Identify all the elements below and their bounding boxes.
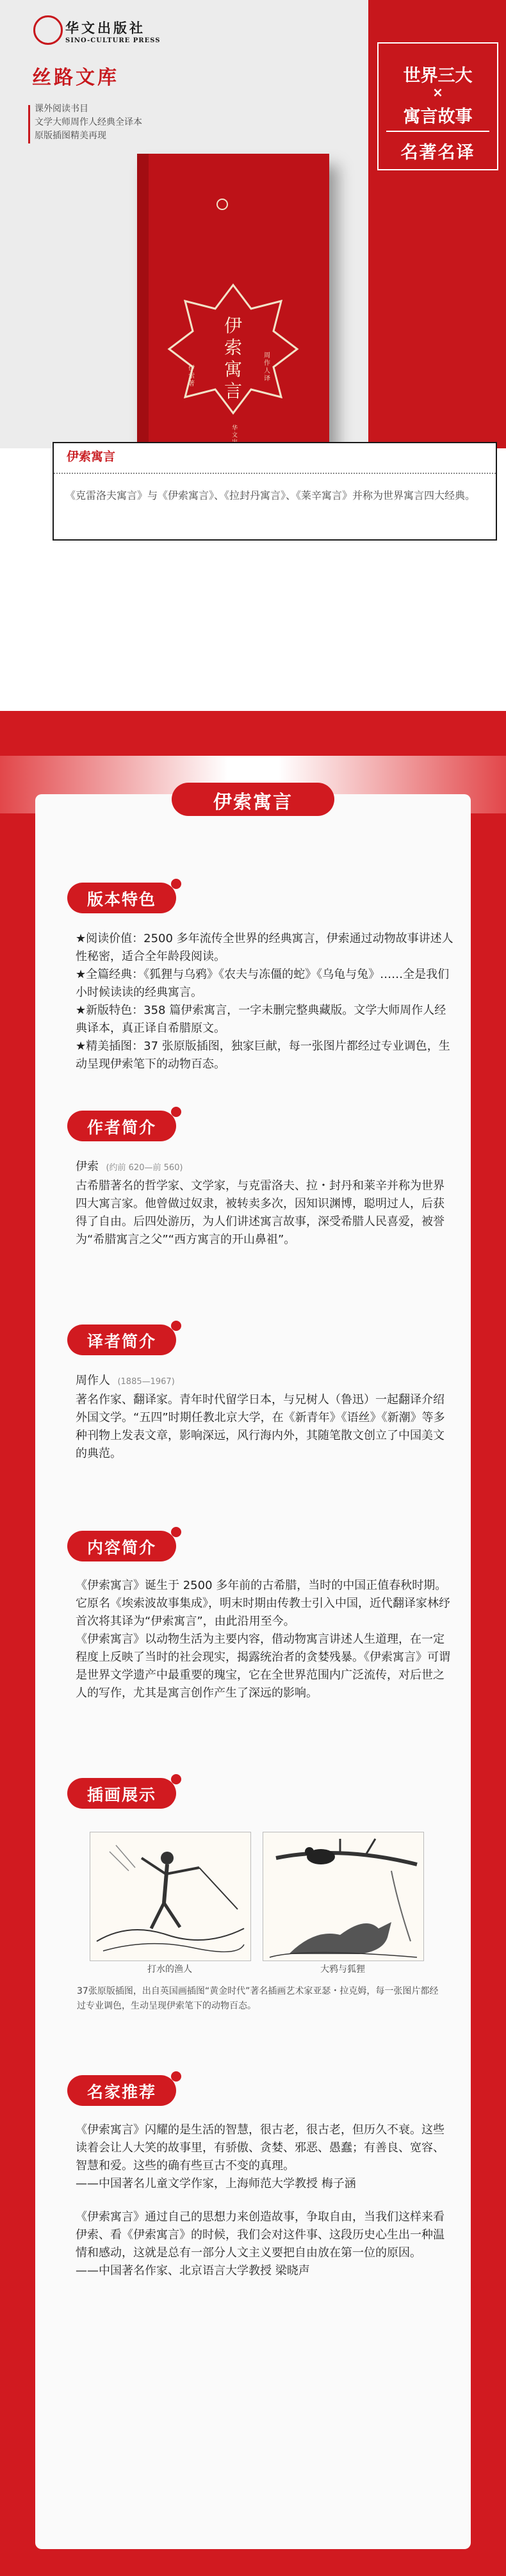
- book-author: 伊索著: [188, 365, 195, 387]
- section-label-translator: [67, 1325, 176, 1355]
- section-label-text: 译者简介: [86, 1332, 156, 1351]
- description-bar: [28, 105, 30, 143]
- section-label-text: 版本特色: [86, 890, 156, 909]
- label-dot: [171, 2071, 181, 2082]
- edition-line: ★精美插图：37 张原版插图，独家巨献，每一张图片都经过专业调色，生动呈现伊索笔下的动物百态。: [76, 1039, 450, 1071]
- description-line: 原版插图精美再现: [35, 131, 106, 141]
- label-dot: [171, 1774, 181, 1784]
- intro-box: [53, 442, 497, 541]
- raven-fox-illustration: [263, 1832, 424, 1961]
- intro-title: 伊索寓言: [67, 450, 116, 464]
- content-paragraph: 《伊索寓言》以动物生活为主要内容，借动物寓言讲述人生道理，在一定程度上反映了当时的社会现实，揭露统治者的贪婪残暴。《伊索寓言》可谓是世界文学遗产中最重要的瑰宝，它在全世界范围内广泛流传，对后世之人的写作，尤其是寓言创作产生了深远的影响。: [76, 1633, 450, 1700]
- book-translator: 周作人译: [264, 352, 270, 382]
- section-label-illustrations: [67, 1778, 176, 1809]
- description-line: 文学大师周作人经典全译本: [35, 117, 142, 127]
- section-label-text: 插画展示: [86, 1786, 156, 1804]
- book-spine: [137, 154, 149, 474]
- edition-block: [76, 930, 453, 1073]
- recommend-signature: ——中国著名儿童文学作家，上海师范大学教授 梅子涵: [76, 2177, 356, 2190]
- tag-box: [377, 42, 498, 170]
- label-dot: [171, 879, 181, 889]
- translator-block: [76, 1372, 453, 1463]
- translator-bio: 著名作家、翻译家。青年时代留学日本，与兄树人（鲁迅）一起翻译介绍外国文学。“五四”时期任教北京大学，在《新青年》《语丝》《新潮》等多种刊物上发表文章，影响深远，风行海内外，其随笔散文创立了中国美文的典范。: [76, 1393, 445, 1460]
- tag-line: 名著名译: [400, 143, 475, 163]
- author-block: [76, 1158, 453, 1249]
- intro-text: 《克雷洛夫寓言》与《伊索寓言》、《拉封丹寓言》、《莱辛寓言》并称为世界寓言四大经典。: [65, 489, 476, 501]
- publisher-name: 华文出版社: [65, 20, 145, 36]
- section-label-text: 作者简介: [86, 1118, 156, 1137]
- label-dot: [171, 1321, 181, 1331]
- illustration-note: 37张原版插图，出自英国画插图“黄金时代”著名插画艺术家亚瑟・拉克姆，每一张图片都经过专业调色，生动呈现伊索笔下的动物百态。: [77, 1986, 439, 2011]
- content-paragraph: 《伊索寓言》诞生于 2500 多年前的古希腊，当时的中国正值春秋时期。它原名《埃索波故事集成》，明末时期由传教士引入中国，近代翻译家林纾首次将其译为“伊索寓言”，由此沿用至今。: [76, 1579, 450, 1628]
- section-label-content: [67, 1531, 176, 1561]
- book-title: 伊索寓言: [224, 315, 242, 402]
- section-label-text: 内容简介: [86, 1538, 156, 1557]
- tag-divider: [386, 131, 489, 132]
- edition-line: ★全篇经典：《狐狸与乌鸦》《农夫与冻僵的蛇》《乌龟与兔》……全是我们小时候读读的经典寓言。: [76, 968, 450, 999]
- recommend-quote: 《伊索寓言》通过自己的思想力来创造故事，争取自由，当我们这样来看伊索、看《伊索寓言》的时候，我们会对这件事、这段历史心生出一种温情和感动，这就是总有一部分人文主义要把自由放在第一位的原因。: [76, 2210, 445, 2260]
- author-bio: 古希腊著名的哲学家、文学家，与克雷洛夫、拉・封丹和莱辛并称为世界四大寓言家。他曾做过奴隶，被转卖多次，因知识渊博，聪明过人，后获得了自由。后四处游历，为人们讲述寓言故事，深受希腊人民喜爱，被誉为“希腊寓言之父”“西方寓言的开山鼻祖”。: [76, 1179, 445, 1246]
- author-name: 伊索: [76, 1160, 99, 1173]
- hero-description: [35, 102, 142, 143]
- label-dot: [171, 1527, 181, 1537]
- edition-line: ★阅读价值：2500 多年流传全世界的经典寓言，伊索通过动物故事讲述人性秘密，适合全年龄段阅读。: [76, 932, 453, 963]
- book-publisher: 华文: [232, 425, 238, 439]
- publisher-name-en: SINO-CULTURE PRESS: [65, 37, 161, 44]
- illustration-caption: 打水的渔人: [147, 1964, 192, 1975]
- publisher-logo-icon: [33, 15, 63, 45]
- author-years: (约前 620—前 560): [106, 1163, 183, 1173]
- fisherman-illustration: [90, 1832, 251, 1961]
- section-label-text: 名家推荐: [86, 2083, 156, 2101]
- section-label-edition: [67, 883, 176, 913]
- intro-divider: [54, 473, 496, 474]
- recommend-block: [76, 2121, 453, 2280]
- book-emblem-icon: [216, 199, 228, 210]
- details-title-ribbon: [172, 783, 334, 816]
- translator-name: 周作人: [76, 1374, 110, 1387]
- illustration-caption: 大鸦与狐狸: [320, 1964, 365, 1975]
- details-title: 伊索寓言: [213, 791, 293, 813]
- tag-line: 寓言故事: [403, 107, 473, 127]
- tag-multiply: ×: [432, 85, 443, 100]
- book-cover: [137, 154, 329, 474]
- description-line: 课外阅读书目: [35, 104, 88, 114]
- recommend-quote: 《伊索寓言》闪耀的是生活的智慧，很古老，很古老，但历久不衰。这些读着会让人大笑的故事里，有骄傲、贪婪、邪恶、愚蠢；有善良、宽容、智慧和爱。这些的确有些亘古不变的真理。: [76, 2123, 445, 2172]
- edition-line: ★新版特色：358 篇伊索寓言，一字未删完整典藏版。文学大师周作人经典译本，真正译自希腊原文。: [76, 1004, 446, 1035]
- section-label-author: [67, 1111, 176, 1141]
- label-dot: [171, 1107, 181, 1117]
- translator-years: (1885—1967): [117, 1377, 175, 1387]
- section-label-recommend: [67, 2075, 176, 2106]
- content-block: [76, 1577, 453, 1702]
- series-name: 丝路文库: [32, 67, 119, 89]
- tag-line: 世界三大: [403, 66, 473, 86]
- recommend-signature: ——中国著名作家、北京语言大学教授 梁晓声: [76, 2264, 310, 2278]
